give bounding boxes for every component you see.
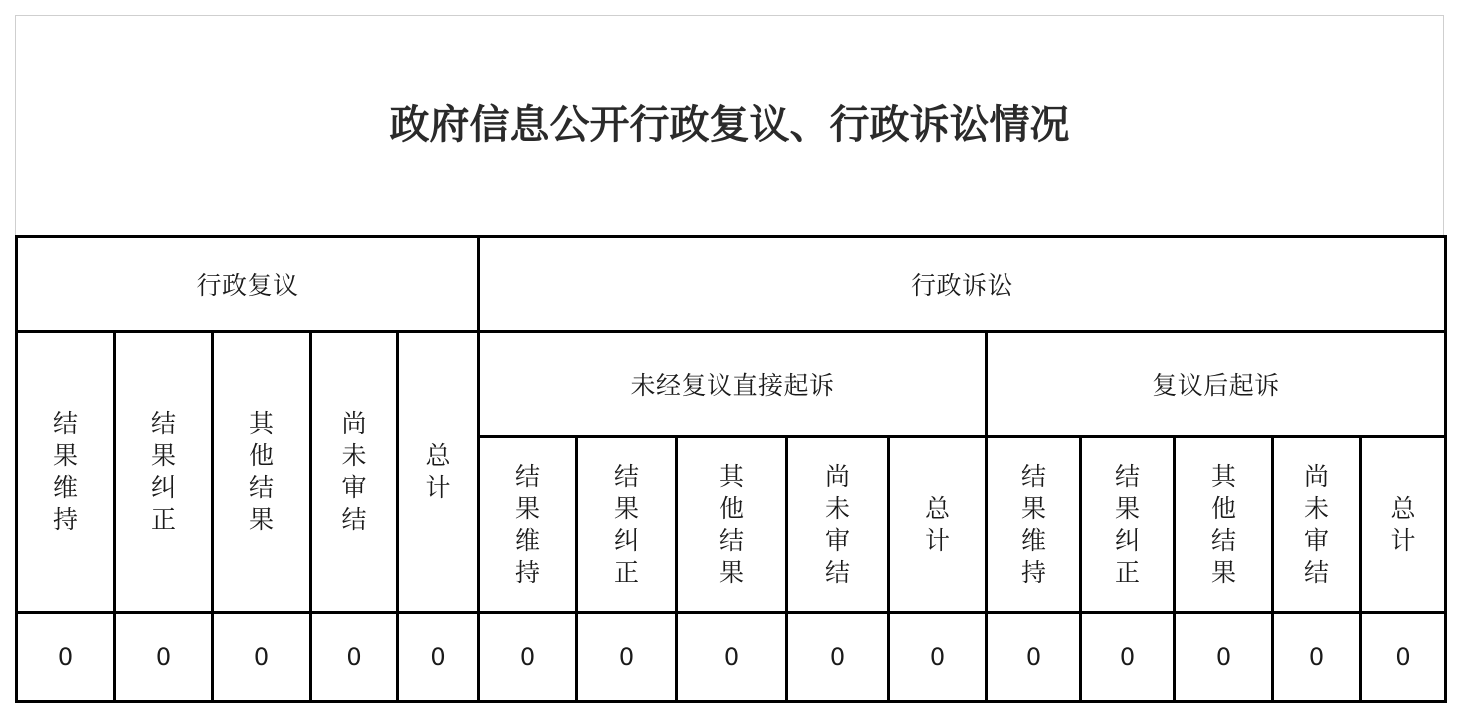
col-label: 总计 bbox=[925, 493, 951, 555]
col-label: 尚未审结 bbox=[825, 461, 851, 587]
value: 0 bbox=[1025, 643, 1042, 671]
col-label: 其他结果 bbox=[248, 409, 274, 534]
table-row-values bbox=[17, 613, 1446, 702]
value: 0 bbox=[253, 643, 270, 671]
col-label: 结果维持 bbox=[515, 461, 541, 587]
col-header-after-upheld bbox=[987, 437, 1081, 613]
value: 0 bbox=[1215, 643, 1232, 671]
subgroup-label-direct-suit: 未经复议直接起诉 bbox=[630, 371, 835, 400]
col-label: 结果维持 bbox=[52, 409, 78, 534]
value: 0 bbox=[723, 643, 740, 671]
subgroup-label-after-review-suit: 复议后起诉 bbox=[1152, 371, 1280, 400]
col-label: 总计 bbox=[1390, 493, 1416, 555]
value-cell-after-other bbox=[1175, 613, 1273, 702]
value: 0 bbox=[346, 643, 362, 671]
col-header-direct-upheld bbox=[479, 437, 577, 613]
value: 0 bbox=[829, 643, 846, 671]
col-label: 其他结果 bbox=[1211, 461, 1237, 587]
col-label: 结果维持 bbox=[1021, 461, 1047, 587]
col-label: 结果纠正 bbox=[614, 461, 640, 587]
col-header-review-upheld bbox=[17, 332, 115, 613]
col-header-after-total bbox=[1361, 437, 1446, 613]
value: 0 bbox=[519, 643, 536, 671]
col-header-review-other bbox=[213, 332, 311, 613]
col-label: 尚未审结 bbox=[341, 409, 367, 534]
value: 0 bbox=[57, 643, 74, 671]
header-row-groups bbox=[17, 237, 1446, 332]
col-header-after-corrected bbox=[1081, 437, 1175, 613]
group-header-review bbox=[17, 237, 479, 332]
value: 0 bbox=[1119, 643, 1136, 671]
col-header-review-pending bbox=[311, 332, 398, 613]
col-label: 总计 bbox=[425, 441, 451, 502]
page-title: 政府信息公开行政复议、行政诉讼情况 bbox=[389, 101, 1070, 148]
value-cell-after-upheld bbox=[987, 613, 1081, 702]
col-header-review-corrected bbox=[115, 332, 213, 613]
value-cell-direct-corrected bbox=[577, 613, 677, 702]
subgroup-header-direct-suit bbox=[479, 332, 987, 437]
value: 0 bbox=[1395, 643, 1411, 671]
col-header-after-other bbox=[1175, 437, 1273, 613]
group-label-review: 行政复议 bbox=[196, 271, 299, 300]
value: 0 bbox=[155, 643, 172, 671]
header-row-subgroups bbox=[17, 332, 1446, 437]
value-cell-review-other bbox=[213, 613, 311, 702]
value-cell-review-total bbox=[398, 613, 479, 702]
group-label-litigation: 行政诉讼 bbox=[911, 271, 1014, 300]
subgroup-header-after-review-suit bbox=[987, 332, 1446, 437]
stats-table bbox=[15, 235, 1447, 703]
col-header-direct-pending bbox=[787, 437, 889, 613]
col-header-direct-other bbox=[677, 437, 787, 613]
col-header-direct-total bbox=[889, 437, 987, 613]
col-header-after-pending bbox=[1273, 437, 1361, 613]
value-cell-review-pending bbox=[311, 613, 398, 702]
value: 0 bbox=[430, 643, 446, 671]
col-label: 其他结果 bbox=[719, 461, 745, 587]
value-cell-after-corrected bbox=[1081, 613, 1175, 702]
value-cell-review-corrected bbox=[115, 613, 213, 702]
value-cell-review-upheld bbox=[17, 613, 115, 702]
col-header-review-total bbox=[398, 332, 479, 613]
col-header-direct-corrected bbox=[577, 437, 677, 613]
col-label: 结果纠正 bbox=[150, 409, 176, 534]
group-header-litigation bbox=[479, 237, 1446, 332]
value-cell-after-pending bbox=[1273, 613, 1361, 702]
col-label: 尚未审结 bbox=[1304, 461, 1330, 587]
value: 0 bbox=[929, 643, 946, 671]
value-cell-direct-total bbox=[889, 613, 987, 702]
value-cell-direct-upheld bbox=[479, 613, 577, 702]
value-cell-direct-pending bbox=[787, 613, 889, 702]
value-cell-direct-other bbox=[677, 613, 787, 702]
value: 0 bbox=[1308, 643, 1325, 671]
col-label: 结果纠正 bbox=[1115, 461, 1141, 587]
value: 0 bbox=[618, 643, 635, 671]
value-cell-after-total bbox=[1361, 613, 1446, 702]
